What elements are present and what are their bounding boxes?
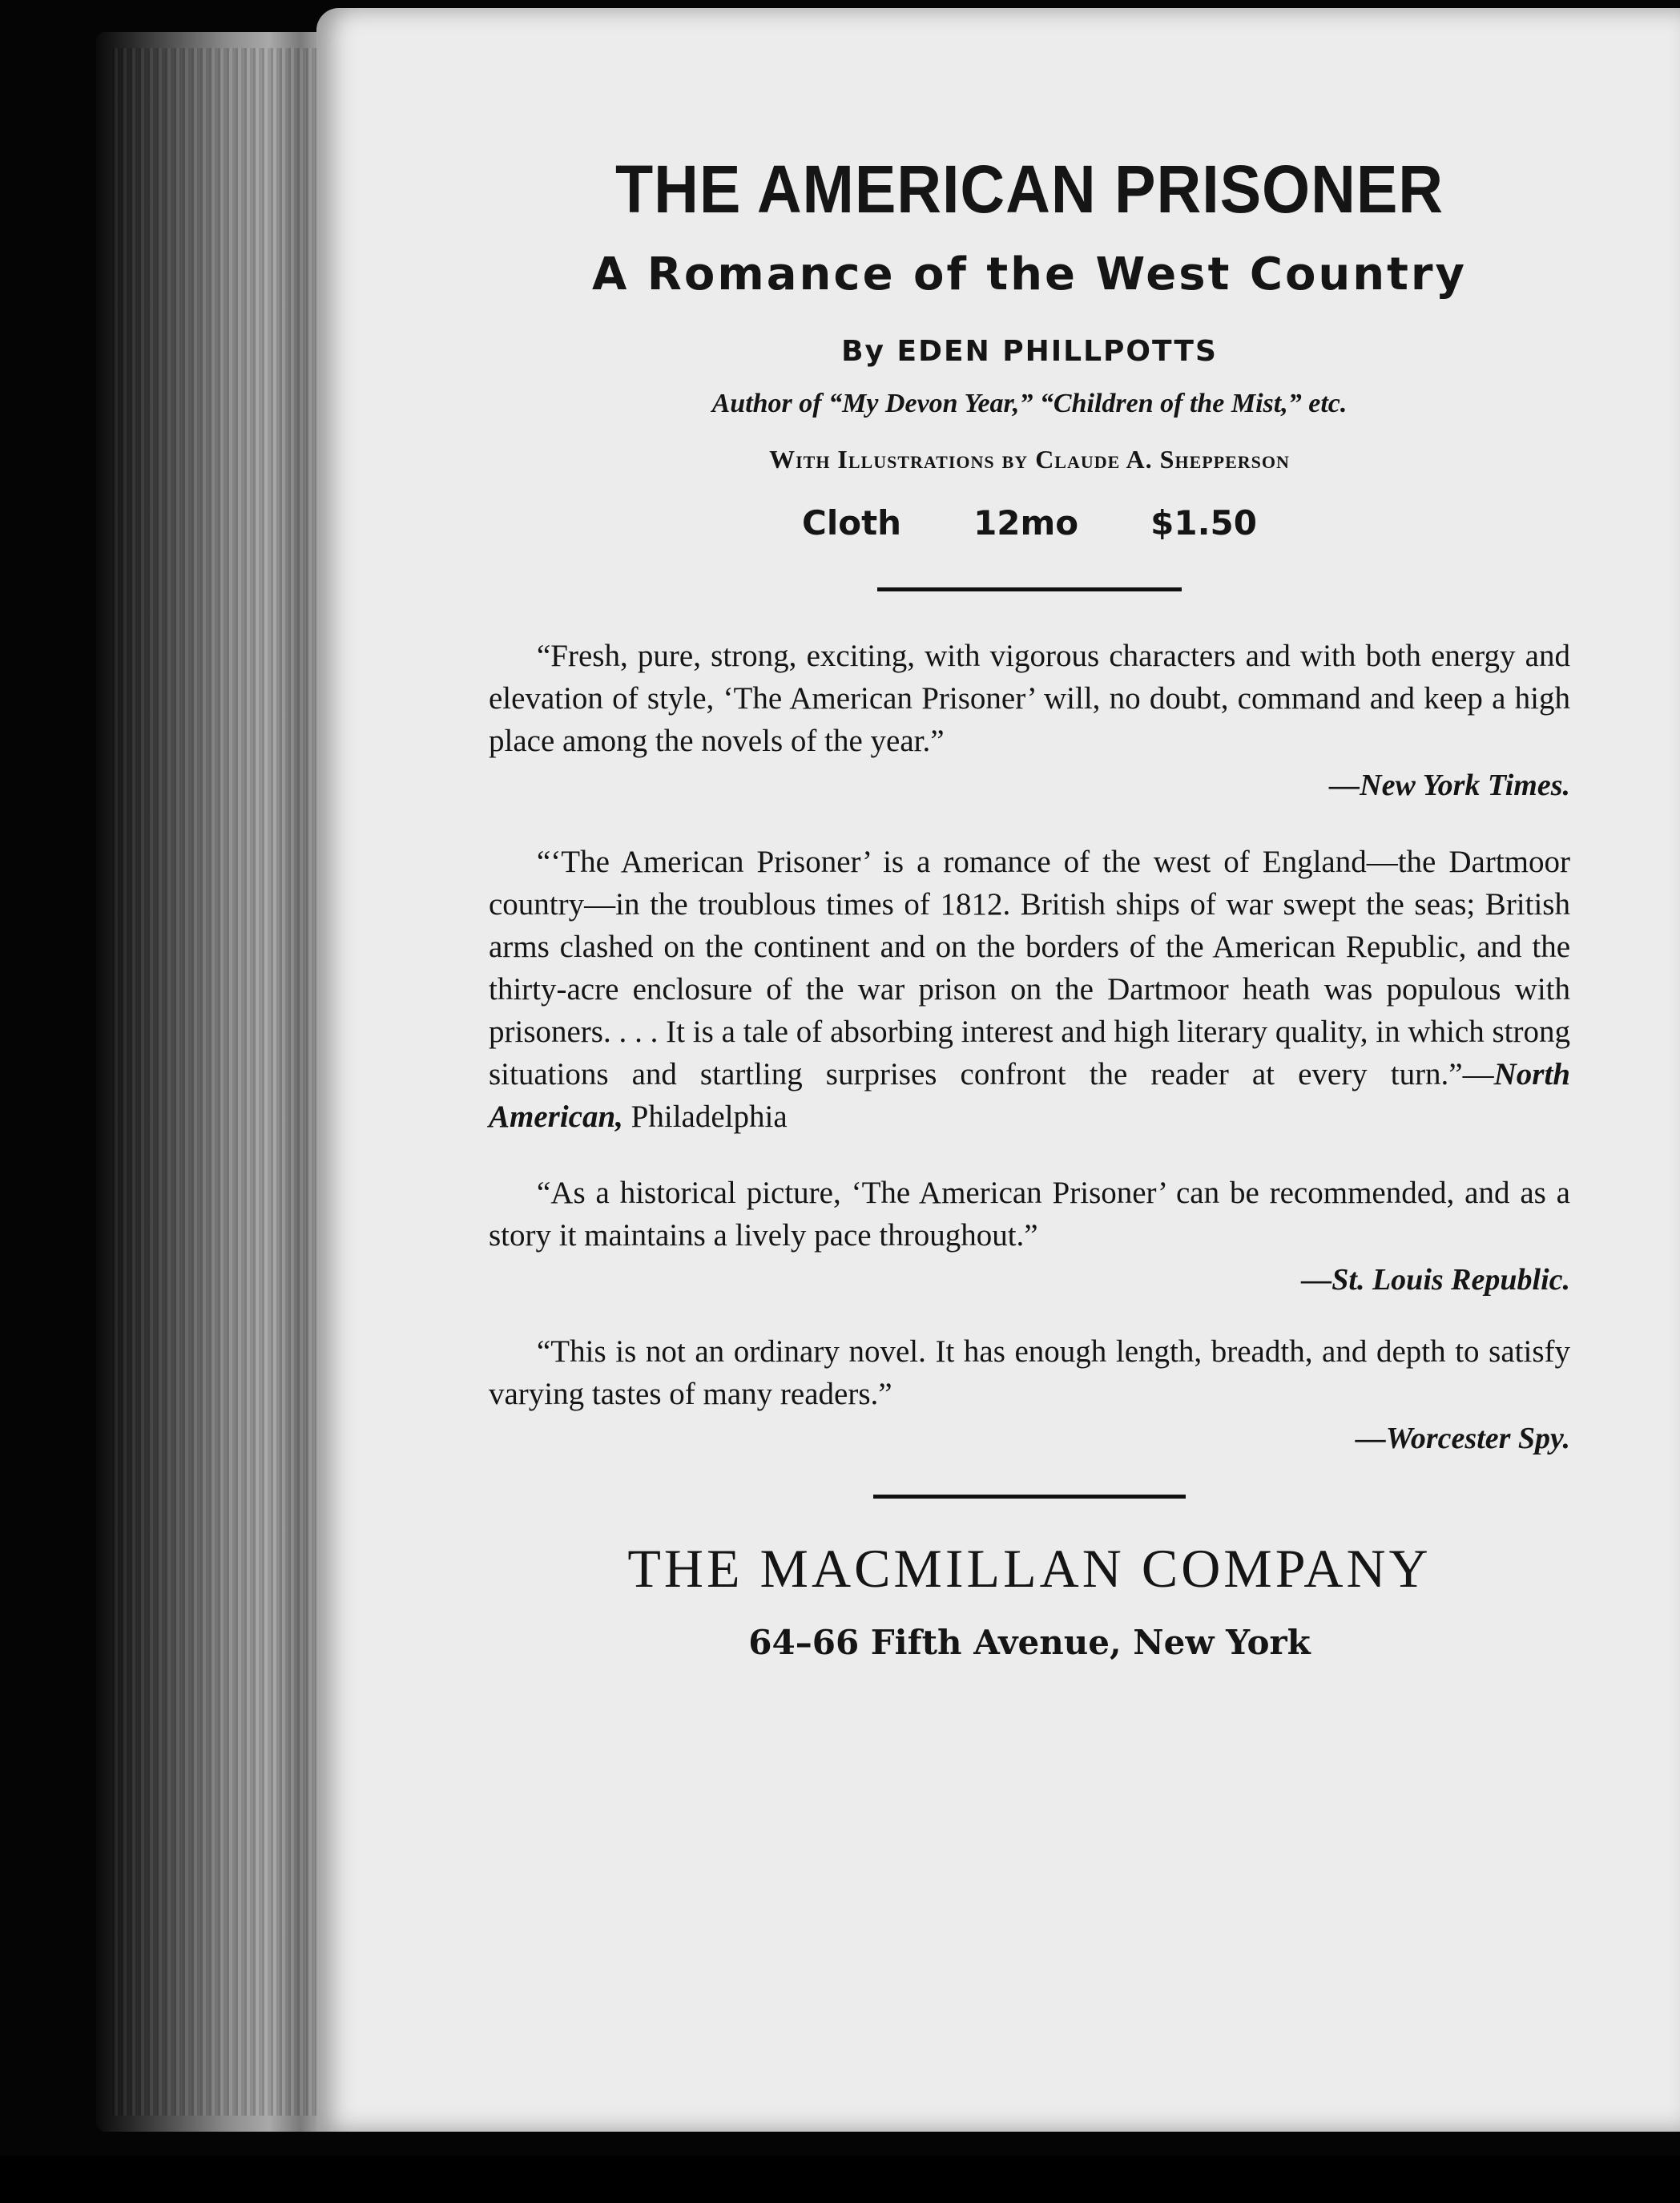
review-source: North American, — [489, 1056, 1570, 1134]
divider — [873, 1495, 1186, 1499]
review-item — [489, 635, 1570, 807]
page-edges — [112, 48, 328, 2116]
review-text: “This is not an ordinary novel. It has enough length, breadth, and depth to satisfy varying tastes of many readers.” — [489, 1334, 1570, 1411]
review-source: —Worcester Spy. — [1355, 1421, 1570, 1455]
price: $1.50 — [1150, 502, 1257, 543]
review-text: “As a historical picture, ‘The American Prisoner’ can be recommended, and as a story it maintains a lively pace throughout.” — [489, 1175, 1570, 1253]
review-source-city: Philadelphia — [622, 1099, 788, 1134]
review-item — [489, 841, 1570, 1138]
advertisement — [489, 152, 1570, 1662]
scan-border — [0, 2156, 1680, 2203]
author-credits: Author of “My Devon Year,” “Children of the Mist,” etc. — [711, 388, 1348, 418]
format: 12mo — [973, 502, 1079, 543]
publisher-name: THE MACMILLAN COMPANY — [627, 1538, 1432, 1600]
divider — [877, 587, 1182, 591]
binding: Cloth — [802, 502, 902, 543]
review-text: “Fresh, pure, strong, exciting, with vigorous characters and with both energy and elevation of style, ‘The American Prisoner’ will, no doubt, command and keep a high place among the novels of the year.” — [489, 638, 1570, 759]
illustrator-credit: With Illustrations by Claude A. Shepperson — [769, 444, 1290, 474]
review-source: —New York Times. — [1329, 769, 1570, 803]
publisher-address: 64–66 Fifth Avenue, New York — [748, 1623, 1311, 1663]
price-row — [489, 503, 1570, 543]
author-byline: By EDEN PHILLPOTTS — [841, 334, 1218, 368]
review-source: —St. Louis Republic. — [1301, 1263, 1570, 1297]
book-subtitle: A Romance of the West Country — [591, 248, 1468, 301]
review-item — [489, 1330, 1570, 1460]
review-item — [489, 1172, 1570, 1301]
review-text: “‘The American Prisoner’ is a romance of the west of England—the Dartmoor country—in the troublous times of 1812. British ships of war swept the seas; British arms clashed on the continent and on the borders of the American Republic, and the thirty-acre enclosure of the war prison on the Dartmoor heath was populous with prisoners. . . . It is a tale of absorbing interest and high literary quality, in which strong situations and startling surprises confront the reader at every turn.”—North American, Philadelphia — [489, 844, 1570, 1134]
book-title: THE AMERICAN PRISONER — [614, 151, 1444, 227]
